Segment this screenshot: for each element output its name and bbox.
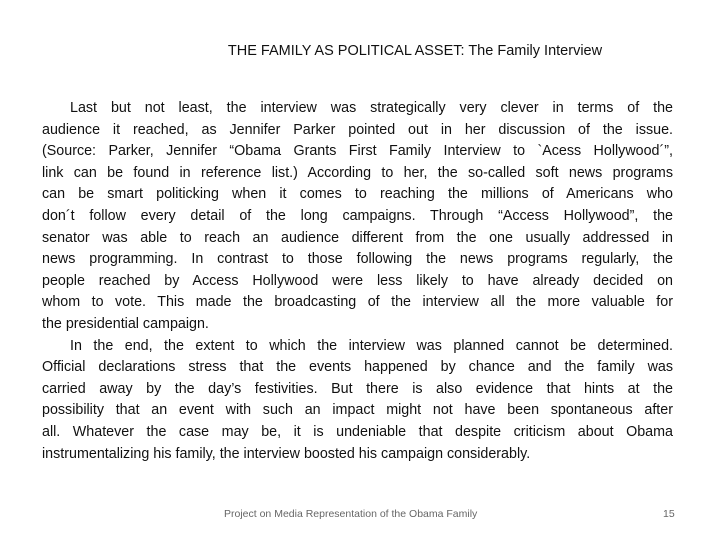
text-line: link can be found in reference list.) According to her, the so-called soft news programs [42,164,673,181]
paragraph-1 [42,98,673,336]
body-text [42,98,673,465]
footer-text: Project on Media Representation of the Obama Family [224,508,478,520]
text-line: news programming. In contrast to those following the news programs regularly, the [42,251,673,268]
page-title: THE FAMILY AS POLITICAL ASSET: The Family Interview [227,43,603,59]
paragraph-2 [42,336,673,466]
text-line: possibility that an event with such an impact might not have been spontaneous after [42,402,673,419]
text-line: Last but not least, the interview was strategically very clever in terms of the [70,100,673,116]
text-line: the presidential campaign. [42,315,209,332]
text-line: carried away by the day’s festivities. But there is also evidence that hints at the [42,380,673,397]
text-line: can be smart politicking when it comes to reaching the millions of Americans who [42,186,673,203]
text-line: In the end, the extent to which the interview was planned cannot be determined. [70,337,673,354]
text-line: audience it reached, as Jennifer Parker pointed out in her discussion of the issue. [42,121,673,138]
text-line: (Source: Parker, Jennifer “Obama Grants First Family Interview to `Acess Hollywood´”, [42,143,673,160]
page-number: 15 [663,508,675,520]
text-line: senator was able to reach an audience different from the one usually addressed in [42,229,673,246]
text-line: Official declarations stress that the events happened by chance and the family was [42,359,673,376]
text-line: all. Whatever the case may be, it is undeniable that despite criticism about Obama [42,423,673,440]
text-line: don´t follow every detail of the long campaigns. Through “Access Hollywood”, the [42,207,673,224]
text-line: instrumentalizing his family, the interview boosted his campaign considerably. [42,445,531,462]
text-line: people reached by Access Hollywood were less likely to have already decided on [42,272,673,289]
text-line: whom to vote. This made the broadcasting of the interview all the more valuable for [42,294,673,311]
